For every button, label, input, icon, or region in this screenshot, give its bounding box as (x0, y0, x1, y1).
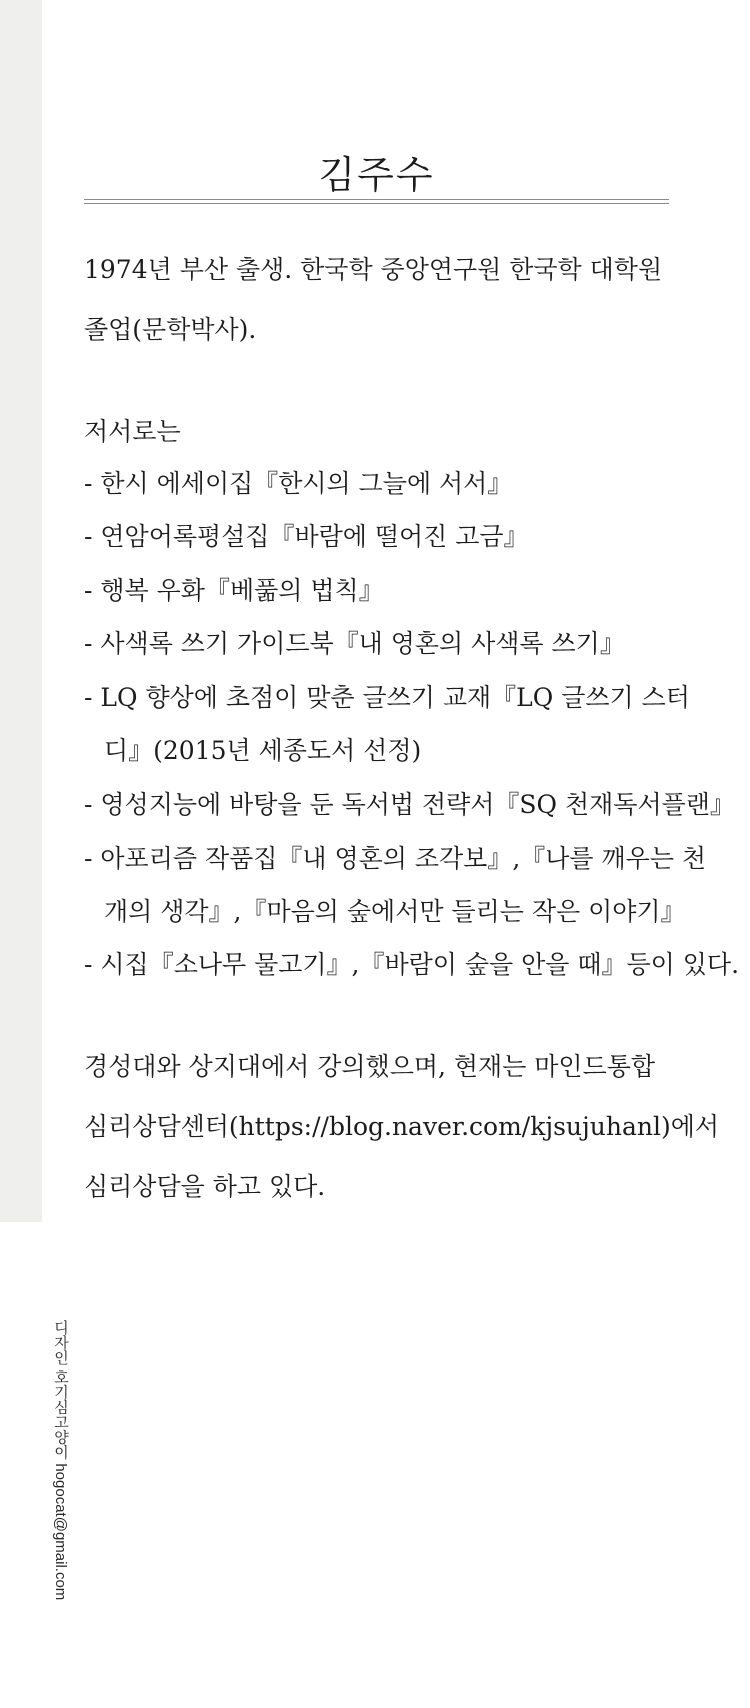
book-spine-strip (0, 0, 42, 1222)
work-item: - 시집『소나무 물고기』,『바람이 숲을 안을 때』등이 있다. (84, 950, 740, 979)
work-item: - LQ 향상에 초점이 맞춘 글쓰기 교재『LQ 글쓰기 스터 (84, 683, 690, 712)
career-line: 경성대와 상지대에서 강의했으며, 현재는 마인드통합 (84, 1052, 656, 1081)
author-name: 김주수 (318, 153, 435, 197)
work-item-continuation: 디』(2015년 세종도서 선정) (104, 736, 422, 765)
work-item: - 아포리즘 작품집『내 영혼의 조각보』,『나를 깨우는 천 (84, 844, 707, 873)
work-item: - 영성지능에 바탕을 둔 독서법 전략서『SQ 천재독서플랜』 (84, 790, 735, 819)
works-heading: 저서로는 (84, 417, 181, 446)
intro-line: 졸업(문학박사). (84, 315, 257, 344)
work-item: - 한시 에세이집『한시의 그늘에 서서』 (84, 469, 513, 498)
career-line: 심리상담을 하고 있다. (84, 1172, 326, 1201)
work-item: - 연암어록평설집『바람에 떨어진 고금』 (84, 522, 529, 551)
intro-line: 1974년 부산 출생. 한국학 중앙연구원 한국학 대학원 (84, 255, 663, 284)
career-line: 심리상담센터(https://blog.naver.com/kjsujuhanl)에서 (84, 1112, 720, 1141)
work-item: - 사색록 쓰기 가이드북『내 영혼의 사색록 쓰기』 (84, 629, 625, 658)
title-double-rule (84, 199, 669, 204)
work-item: - 행복 우화『베풂의 법칙』 (84, 576, 384, 605)
designer-credit: 디자인 호기심고양이 hogocat@gmail.com (52, 1320, 69, 1601)
work-item-continuation: 개의 생각』,『마음의 숲에서만 들리는 작은 이야기』 (104, 897, 686, 926)
